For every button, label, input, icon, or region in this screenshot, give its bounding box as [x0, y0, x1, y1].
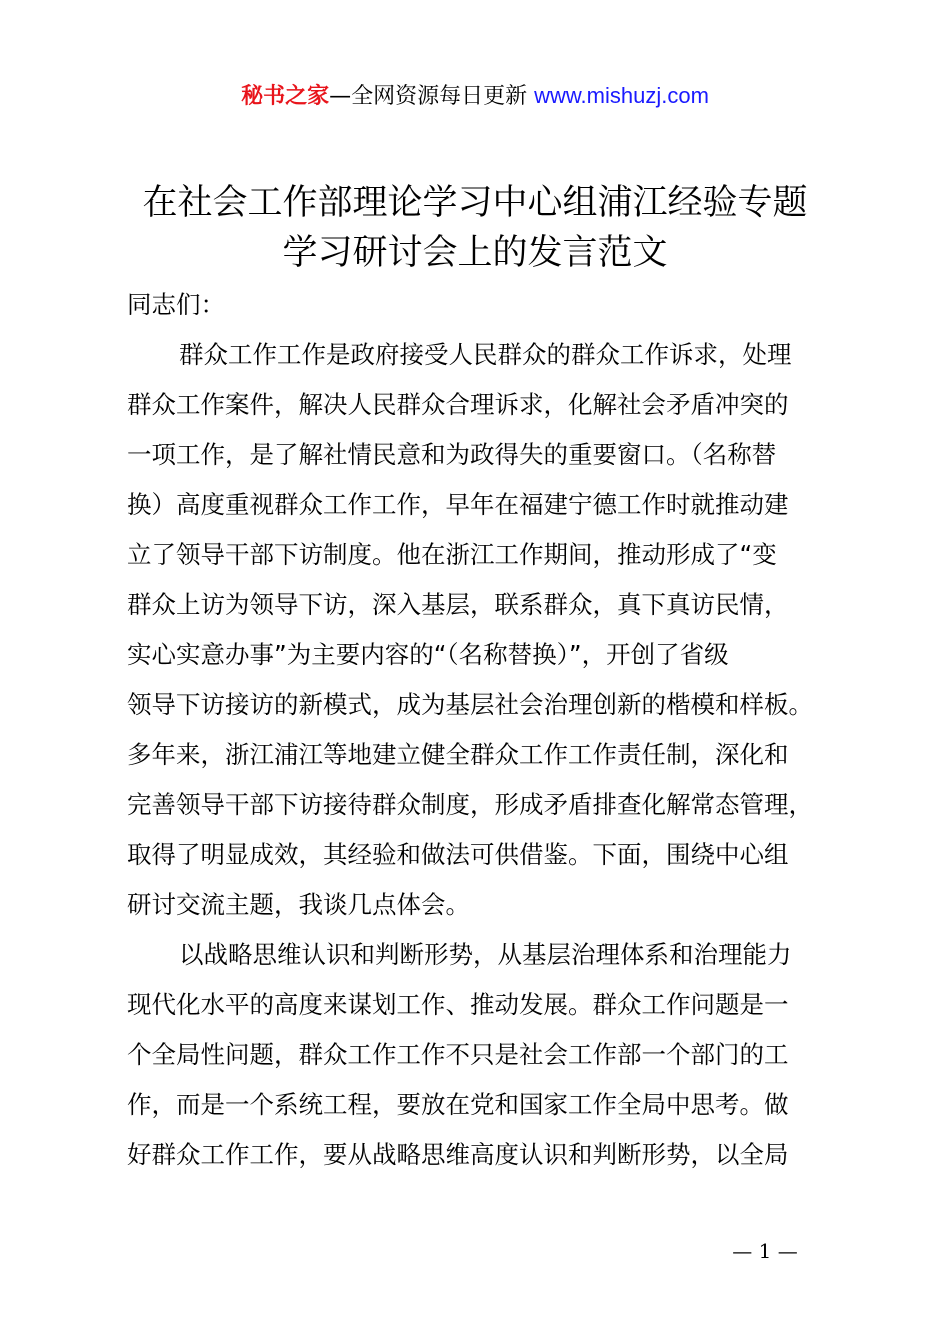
paragraph-line: 现代化水平的高度来谋划工作、推动发展。群众工作问题是一: [127, 990, 789, 1019]
site-brand: 秘书之家: [241, 84, 330, 109]
document-body: [127, 280, 857, 1180]
paragraph-line: 好群众工作工作，要从战略思维高度认识和判断形势，以全局: [127, 1140, 789, 1169]
paragraph-line: 研讨交流主题，我谈几点体会。: [127, 890, 470, 919]
document-title-line-2: 学习研讨会上的发言范文: [282, 233, 668, 273]
site-url-link[interactable]: www.mishuzj.com: [534, 83, 709, 108]
document-title-line-1: 在社会工作部理论学习中心组浦江经验专题: [142, 183, 808, 223]
site-header: [0, 80, 950, 113]
paragraph-line: 一项工作，是了解社情民意和为政得失的重要窗口。（名称替: [127, 440, 777, 469]
salutation: 同志们：: [127, 290, 225, 319]
paragraph-line: 群众上访为领导下访，深入基层，联系群众，真下真访民情，: [127, 590, 789, 619]
paragraph-2: [127, 930, 857, 1180]
page-number: — 1 —: [732, 1239, 798, 1263]
paragraph-line: 个全局性问题，群众工作工作不只是社会工作部一个部门的工: [127, 1040, 789, 1069]
paragraph-line: 换）高度重视群众工作工作，早年在福建宁德工作时就推动建: [127, 490, 789, 519]
paragraph-line: 作，而是一个系统工程，要放在党和国家工作全局中思考。做: [127, 1090, 789, 1119]
paragraph-line: 取得了明显成效，其经验和做法可供借鉴。下面，围绕中心组: [127, 840, 789, 869]
paragraph-1: [127, 330, 857, 930]
paragraph-line: 实心实意办事”为主要内容的“（名称替换）”，开创了省级: [127, 640, 729, 669]
paragraph-line: 领导下访接访的新模式，成为基层社会治理创新的楷模和样板。: [127, 690, 813, 719]
paragraph-line: 群众工作案件，解决人民群众合理诉求，化解社会矛盾冲突的: [127, 390, 789, 419]
site-tagline: —全网资源每日更新: [329, 84, 535, 109]
paragraph-line: 完善领导干部下访接待群众制度，形成矛盾排查化解常态管理，: [127, 790, 813, 819]
paragraph-line: 多年来，浙江浦江等地建立健全群众工作工作责任制，深化和: [127, 740, 789, 769]
document-title: [100, 178, 850, 278]
paragraph-line: 立了领导干部下访制度。他在浙江工作期间，推动形成了“变: [127, 540, 777, 569]
paragraph-line: 以战略思维认识和判断形势，从基层治理体系和治理能力: [179, 940, 792, 969]
paragraph-line: 群众工作工作是政府接受人民群众的群众工作诉求，处理: [179, 340, 792, 369]
